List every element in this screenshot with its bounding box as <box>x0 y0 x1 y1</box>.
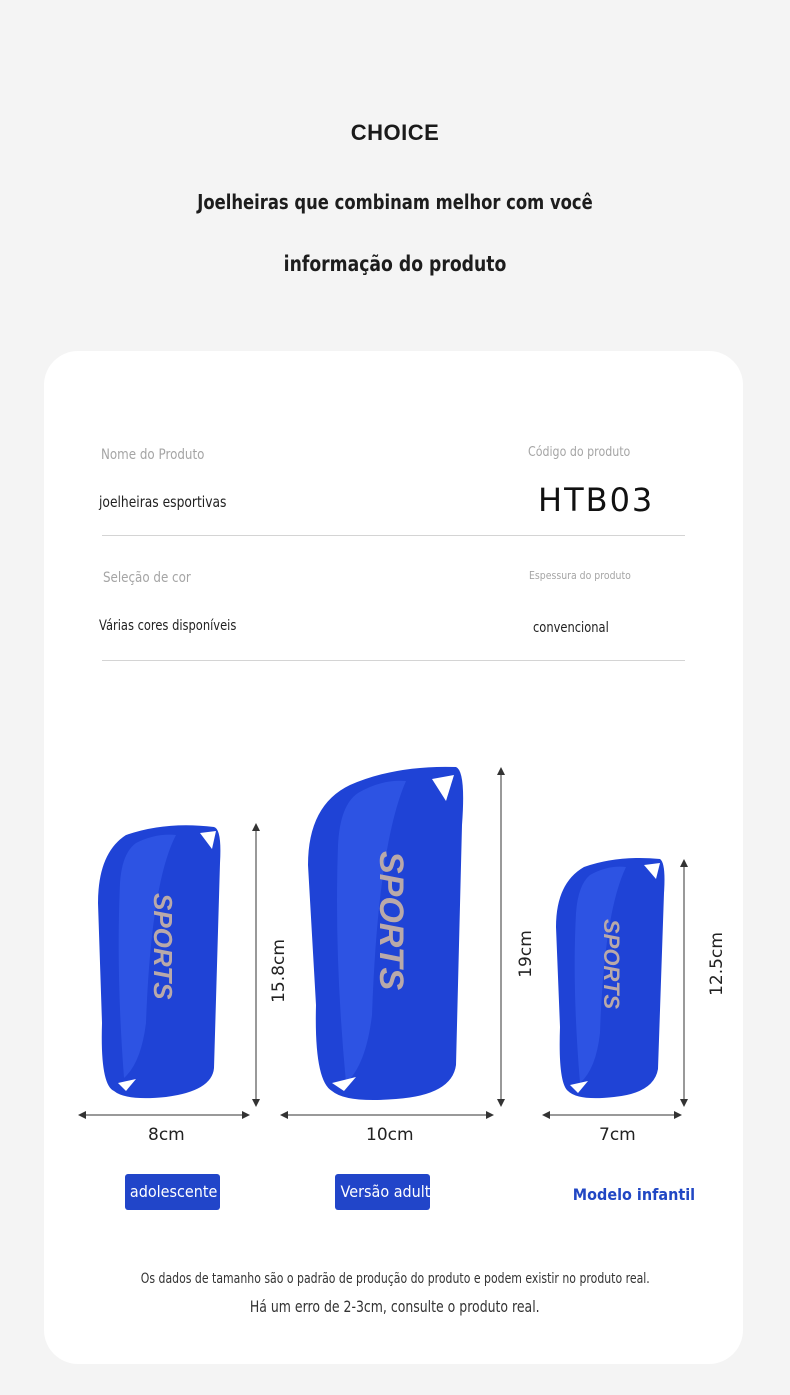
color-selection-label: Seleção de cor <box>103 570 191 586</box>
sports-print: SPORTS <box>372 851 410 991</box>
width-label-child: 7cm <box>599 1125 636 1145</box>
sports-print: SPORTS <box>148 893 178 1000</box>
brand-title: CHOICE <box>350 120 440 145</box>
product-name-value: joelheiras esportivas <box>99 493 227 511</box>
sports-print: SPORTS <box>599 919 624 1010</box>
product-info-card <box>44 351 743 1364</box>
model-tag-child: Modelo infantil <box>572 1185 696 1204</box>
width-label-teen: 8cm <box>148 1125 185 1145</box>
model-tag-adult: Versão adulta <box>335 1174 430 1210</box>
width-label-adult: 10cm <box>366 1125 414 1145</box>
product-name-label: Nome do Produto <box>101 447 205 463</box>
height-label-adult: 19cm <box>515 930 536 978</box>
section-title: informação do produto <box>283 252 507 276</box>
thickness-label: Espessura do produto <box>529 569 631 582</box>
model-tag-teen: adolescente <box>125 1174 220 1210</box>
page-subtitle: Joelheiras que combinam melhor com você <box>197 190 593 214</box>
size-disclaimer-line-1: Os dados de tamanho são o padrão de produção do produto e podem existir no produto real. <box>140 1271 650 1287</box>
thickness-value: convencional <box>533 620 609 636</box>
product-code-value: HTB03 <box>538 481 655 519</box>
size-disclaimer-line-2: Há um erro de 2-3cm, consulte o produto real. <box>250 1297 540 1316</box>
height-label-teen: 15.8cm <box>268 939 289 1003</box>
color-selection-value: Várias cores disponíveis <box>99 618 237 634</box>
height-label-child: 12.5cm <box>706 932 727 996</box>
product-code-label: Código do produto <box>528 445 631 460</box>
